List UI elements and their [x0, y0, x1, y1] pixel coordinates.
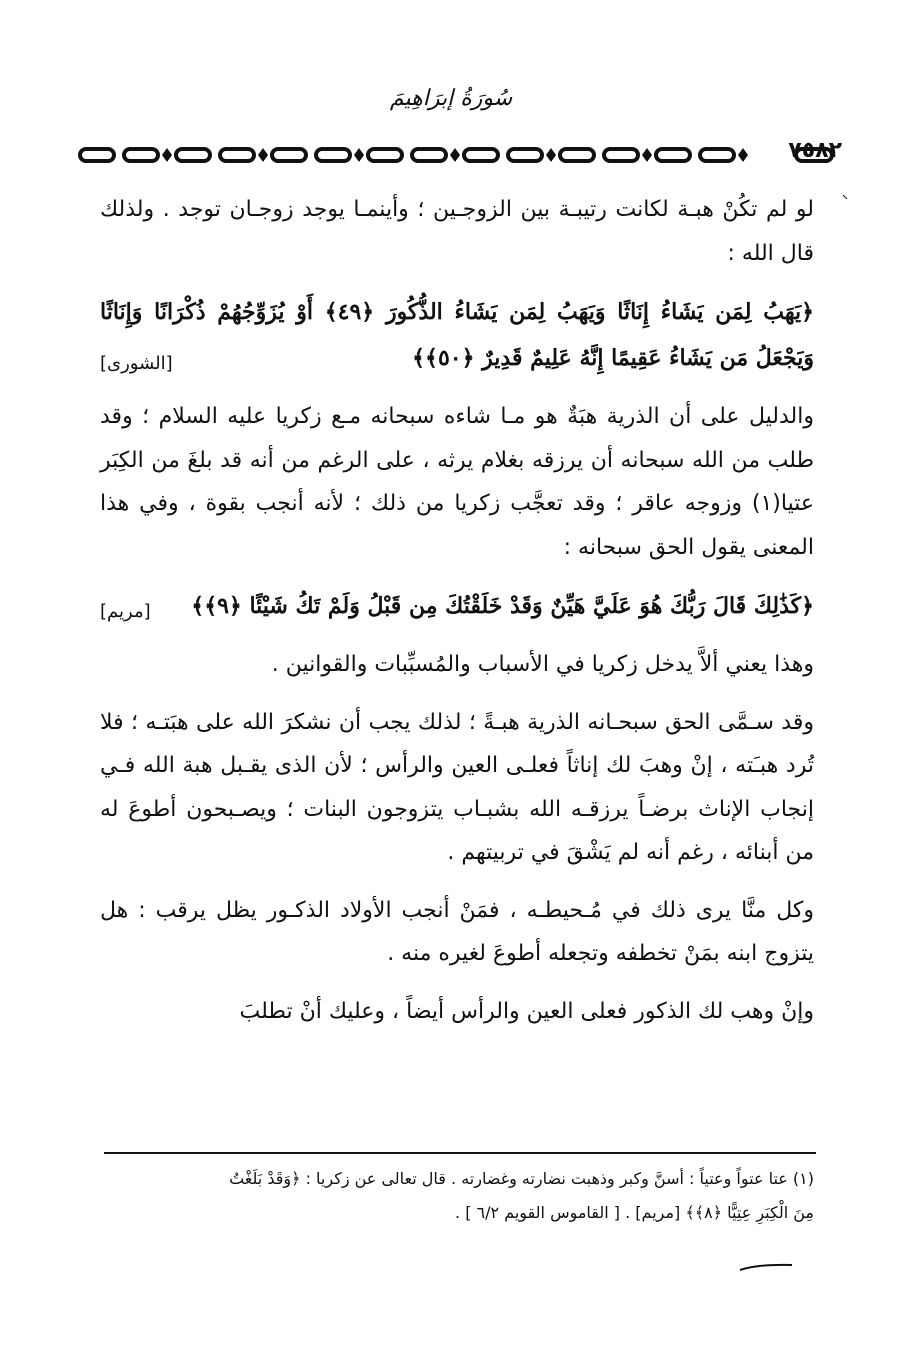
verse-text: ﴿كَذَٰلِكَ قَالَ رَبُّكَ هُوَ عَلَيَّ هَيِّنٌ وَقَدْ خَلَقْتُكَ مِن قَبْلُ وَلَمْ تَكُ شَيْئًا ﴿٩﴾﴾ [191, 593, 814, 619]
footnotes [100, 1162, 814, 1230]
paragraph: وكل منَّا يرى ذلك في مُـحيطـه ، فمَنْ أنجب الأولاد الذكـور يظل يرقب : هل يتزوج ابنه بمَنْ تخطفه وتجعله أطوعَ لغيره منه . [100, 897, 814, 966]
paragraph: وقد سـمَّى الحق سبحـانه الذرية هبـةً ؛ لذلك يجب أن نشكرَ الله على هبَتـه ؛ فلا تُرد هبـَته ، إنْ وهبَ لك إناثاً فعلـى العين والرأس ؛ لأن الذى يقـبل هبة الله فـي إنجاب الإناث برضـاً يرزقـه الله بشبـاب يتزوجون البنات ؛ ويصـبحون أطوعَ له من أبنائه ، رغم أنه لم يَشْقَ في تربيتهم . [100, 709, 814, 865]
decorative-stroke [738, 1262, 794, 1272]
main-text [100, 188, 814, 1047]
verse-reference: [الشورى] [100, 353, 173, 374]
surah-title: سُورَةُ إبرَاهِيمَ [389, 86, 513, 111]
page-number: ٧٥٨٢ [788, 138, 842, 163]
paragraph: والدليل على أن الذرية هبَةٌ هو مـا شاءه سبحانه مـع زكريا عليه السلام ؛ وقد طلب من الله سبحانه أن يرزقه بغلام يرثه ، على الرغم من أنه قد بلغَ من الكِبَر عتيا(١) وزوجه عاقر ؛ وقد تعجَّب زكريا من ذلك ؛ لأنه أنجب بقوة ، وفي هذا المعنى يقول الحق سبحانه : [100, 404, 814, 560]
footnote-divider [104, 1152, 816, 1154]
paragraph: وإنْ وهب لك الذكور فعلى العين والرأس أيضاً ، وعليك أنْ تطلبَ [239, 998, 814, 1024]
ornamental-border [78, 144, 838, 166]
quran-verse [100, 583, 814, 629]
quran-verse [100, 289, 814, 381]
verse-text: ﴿يَهَبُ لِمَن يَشَاءُ إِنَاثًا وَيَهَبُ لِمَن يَشَاءُ الذُّكُورَ ﴿٤٩﴾ أَوْ يُزَوِّجُهُمْ ذُكْرَانًا وَإِنَاثًا وَيَجْعَلُ مَن يَشَاءُ عَقِيمًا إِنَّهُ عَلِيمٌ قَدِيرٌ ﴿٥٠﴾﴾ [100, 299, 814, 371]
verse-reference: [مريم] [100, 601, 151, 622]
footnote-line: (١) عتا عتواً وعتياً : أسنَّ وكبر وذهبت نضارته وغضارته . قال تعالى عن زكريا : ﴿وَقَدْ بَلَغْتُ [229, 1169, 814, 1188]
footnote-line: مِنَ الْكِبَرِ عِتِيًّا ﴿٨﴾﴾ [مريم] . [ القاموس القويم ٦/٢ ] . [455, 1203, 814, 1222]
paragraph: لو لم تكُنْ هبـة لكانت رتيبـة بين الزوجـين ؛ وأينمـا يوجد زوجـان توجد . ولذلك قال الله : [100, 197, 814, 266]
margin-mark [842, 194, 848, 200]
paragraph: وهذا يعني ألاَّ يدخل زكريا في الأسباب والمُسبِّبات والقوانين . [271, 652, 814, 677]
